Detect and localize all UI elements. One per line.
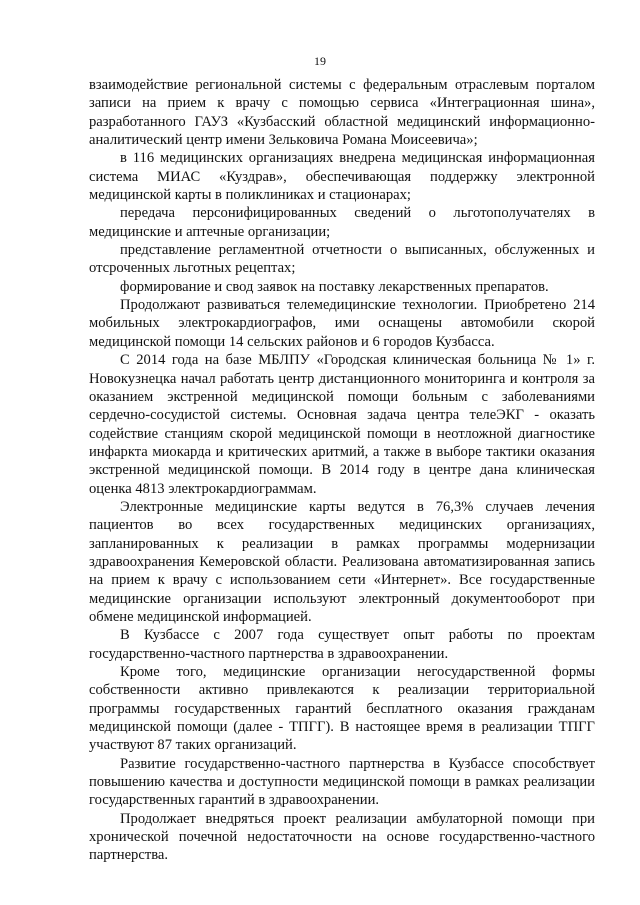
paragraph-10: Кроме того, медицинские организации негосударственной формы собственности активно привлекаются к реализации территориальной программы государственных гарантий бесплатного оказания гражданам медицинской помощи (далее - ТПГГ). В настоящее время в реализации ТПГГ участвуют 87 таких организаций. [89, 664, 595, 754]
paragraph-11: Развитие государственно-частного партнерства в Кузбассе способствует повышению качества и доступности медицинской помощи в рамках реализации государственных гарантий в здравоохранении. [89, 755, 595, 809]
paragraph-2: в 116 медицинских организациях внедрена медицинская информационная система МИАС «Куздрав», обеспечивающая поддержку электронной медицинской карты в поликлиниках и стационарах; [89, 150, 595, 204]
paragraph-9: В Кузбассе с 2007 года существует опыт работы по проектам государственно-частного партнерства в здравоохранении. [89, 627, 595, 662]
paragraph-3: передача персонифицированных сведений о льготополучателях в медицинские и аптечные организации; [89, 205, 595, 240]
paragraph-4: представление регламентной отчетности о выписанных, обслуженных и отсроченных льготных рецептах; [89, 242, 595, 277]
paragraph-7: С 2014 года на базе МБЛПУ «Городская клиническая больница № 1» г. Новокузнецка начал работать центр дистанционного мониторинга и контроля за оказанием экстренной медицинской помощи больным с заболеваниями сердечно-сосудистой системы. Основная задача центра телеЭКГ - оказать содействие станциям скорой медицинской помощи в неотложной диагностике инфаркта миокарда и критических аритмий, а также в выборе тактики оказания экстренной медицинской помощи. В 2014 году в центре дана клиническая оценка 4813 электрокардиограммам. [89, 352, 595, 497]
paragraph-5: формирование и свод заявок на поставку лекарственных препаратов. [120, 278, 549, 295]
paragraph-8: Электронные медицинские карты ведутся в 76,3% случаев лечения пациентов во всех государственных медицинских организациях, запланированных к реализации в рамках программы модернизации здравоохранения Кемеровской области. Реализована автоматизированная запись на прием к врачу с использованием сети «Интернет». Все государственные медицинские организации используют электронный документооборот при обмене медицинской информацией. [89, 498, 595, 625]
paragraph-12: Продолжает внедряться проект реализации амбулаторной помощи при хронической почечной недостаточности на основе государственно-частного партнерства. [89, 810, 595, 864]
page-number: 19 [314, 54, 326, 68]
document-body [89, 76, 595, 865]
paragraph-1: взаимодействие региональной системы с федеральным отраслевым порталом записи на прием к врачу с помощью сервиса «Интеграционная шина», разработанного ГАУЗ «Кузбасский областной медицинский информационно-аналитический центр имени Зельковича Романа Моисеевича»; [89, 77, 595, 149]
paragraph-6: Продолжают развиваться телемедицинские технологии. Приобретено 214 мобильных электрокардиографов, ими оснащены автомобили скорой медицинской помощи 14 сельских районов и 6 городов Кузбасса. [89, 297, 595, 350]
